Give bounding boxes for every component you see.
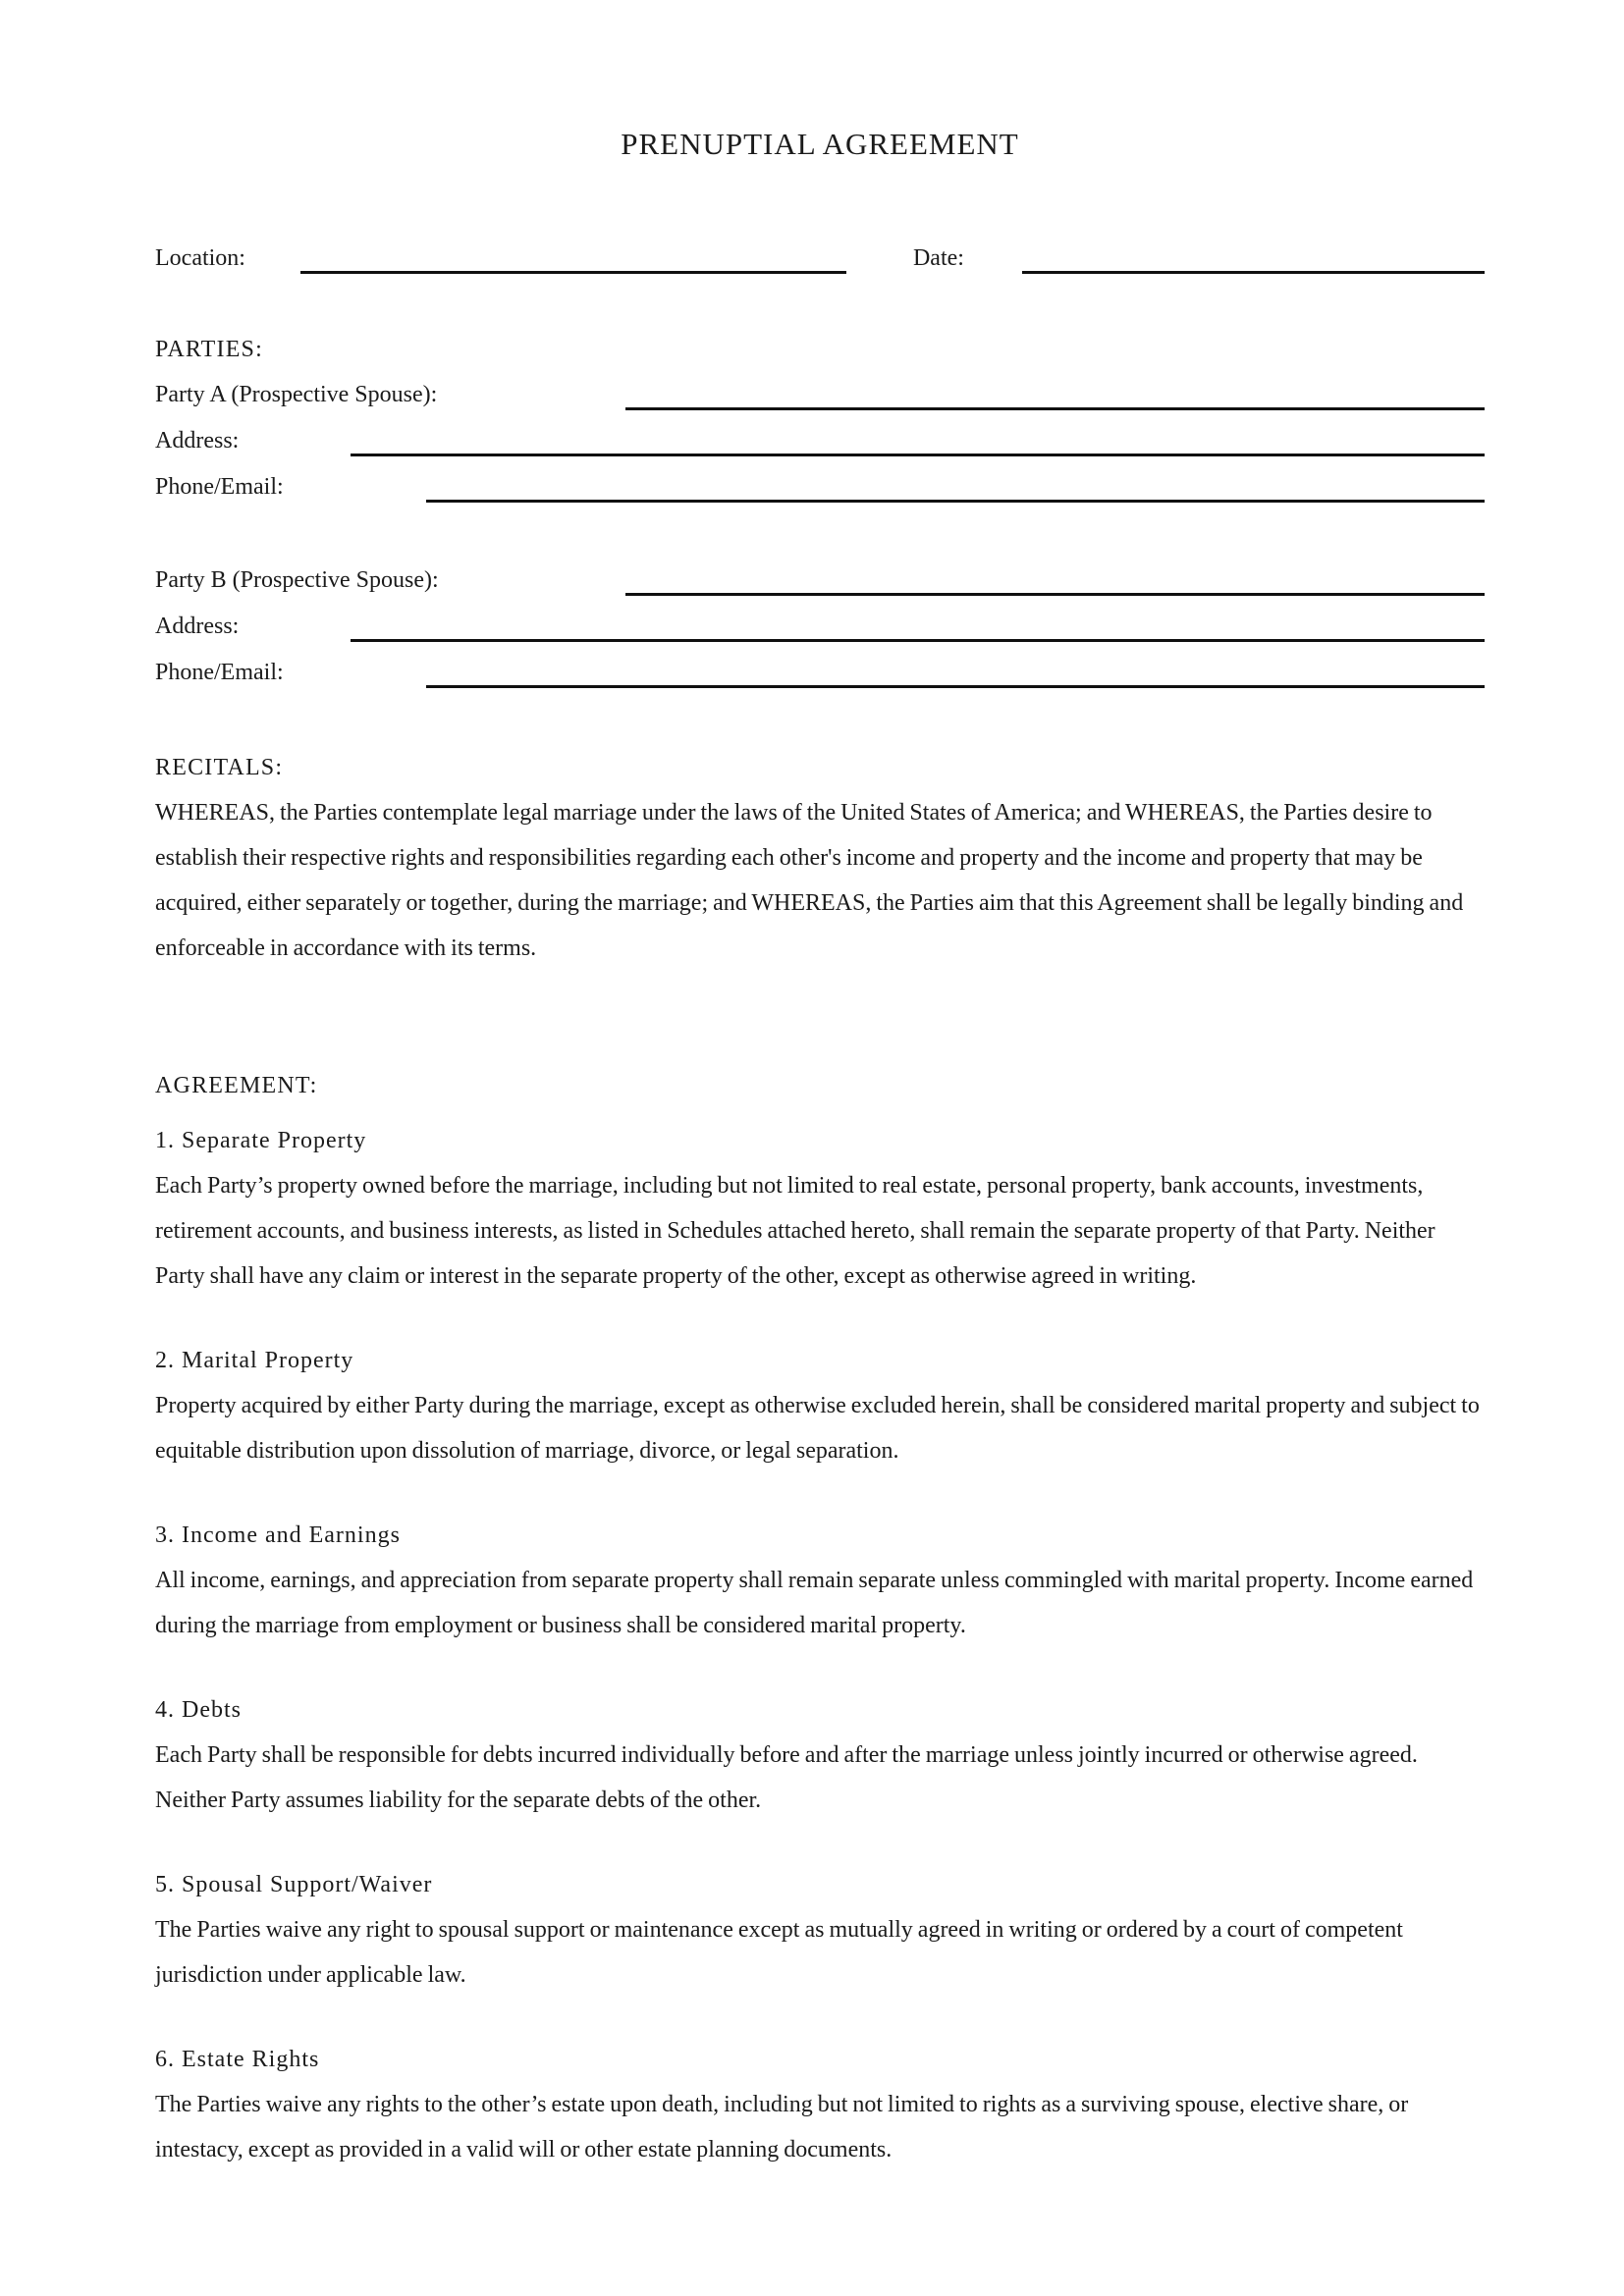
section-spousal-support: [155, 1862, 1485, 1998]
section-body: Each Party shall be responsible for debts incurred individually before and after the marriage unless jointly incurred or otherwise agreed. Neither Party assumes liability for the separate debts of the other.: [155, 1742, 1418, 1813]
location-date-row: [155, 236, 1485, 282]
party-a-address-line[interactable]: [351, 454, 1485, 456]
party-a-name-label: Party A (Prospective Spouse):: [155, 382, 438, 407]
party-b-name-row: [155, 558, 1485, 604]
party-b-block: [155, 558, 1485, 696]
section-body: Each Party’s property owned before the marriage, including but not limited to real estate, personal property, bank accounts, investments, retirement accounts, and business interests, as listed in Schedules attached hereto, shall remain the separate property of that Party. Neither Party shall have any claim or interest in the separate property of the other, except as otherwise agreed in writing.: [155, 1173, 1435, 1289]
party-a-phone-line[interactable]: [426, 500, 1485, 503]
party-a-block: [155, 372, 1485, 510]
page-title: PRENUPTIAL AGREEMENT: [621, 127, 1019, 161]
party-b-phone-line[interactable]: [426, 685, 1485, 688]
party-b-address-row: [155, 604, 1485, 650]
section-body: Property acquired by either Party during the marriage, except as otherwise excluded herein, shall be considered marital property and subject to equitable distribution upon dissolution of marriage, divorce, or legal separation.: [155, 1393, 1480, 1464]
agreement-heading: AGREEMENT:: [155, 1073, 318, 1098]
section-debts: [155, 1687, 1485, 1823]
party-b-name-label: Party B (Prospective Spouse):: [155, 567, 439, 593]
party-b-name-line[interactable]: [625, 593, 1485, 596]
section-title: 5. Spousal Support/Waiver: [155, 1872, 433, 1897]
section-title: 3. Income and Earnings: [155, 1522, 401, 1548]
section-title: 6. Estate Rights: [155, 2047, 320, 2072]
date-label: Date:: [912, 245, 964, 271]
section-body: The Parties waive any right to spousal support or maintenance except as mutually agreed in writing or ordered by a court of competent jurisdiction under applicable law.: [155, 1917, 1403, 1988]
party-b-phone-row: [155, 650, 1485, 696]
party-a-phone-label: Phone/Email:: [155, 474, 284, 500]
party-a-name-line[interactable]: [625, 407, 1485, 410]
section-income-earnings: [155, 1513, 1485, 1648]
party-a-address-row: [155, 418, 1485, 464]
section-marital-property: [155, 1338, 1485, 1473]
party-a-phone-row: [155, 464, 1485, 510]
section-body: The Parties waive any rights to the other’s estate upon death, including but not limited to rights as a surviving spouse, elective share, or intestacy, except as provided in a valid will or other estate planning documents.: [155, 2092, 1409, 2163]
party-a-address-label: Address:: [155, 428, 240, 454]
section-estate-rights: [155, 2037, 1485, 2172]
section-title: 2. Marital Property: [155, 1348, 354, 1373]
section-title: 4. Debts: [155, 1697, 242, 1723]
parties-heading: PARTIES:: [155, 337, 263, 362]
party-b-address-line[interactable]: [351, 639, 1485, 642]
date-field-line[interactable]: [1022, 271, 1485, 274]
recitals-heading: RECITALS:: [155, 755, 284, 780]
section-title: 1. Separate Property: [155, 1128, 367, 1153]
recitals-text: WHEREAS, the Parties contemplate legal marriage under the laws of the United States of America; and WHEREAS, the Parties desire to establish their respective rights and responsibilities regarding each other's income and property and the income and property that may be acquired, either separately or together, during the marriage; and WHEREAS, the Parties aim that this Agreement shall be legally binding and enforceable in accordance with its terms.: [155, 800, 1464, 961]
party-b-phone-label: Phone/Email:: [155, 660, 284, 685]
location-field-line[interactable]: [300, 271, 846, 274]
location-label: Location:: [155, 245, 245, 271]
party-b-address-label: Address:: [155, 614, 240, 639]
section-body: All income, earnings, and appreciation from separate property shall remain separate unless commingled with marital property. Income earned during the marriage from employment or business shall be considered marital property.: [155, 1568, 1474, 1638]
section-separate-property: [155, 1118, 1485, 1299]
party-a-name-row: [155, 372, 1485, 418]
